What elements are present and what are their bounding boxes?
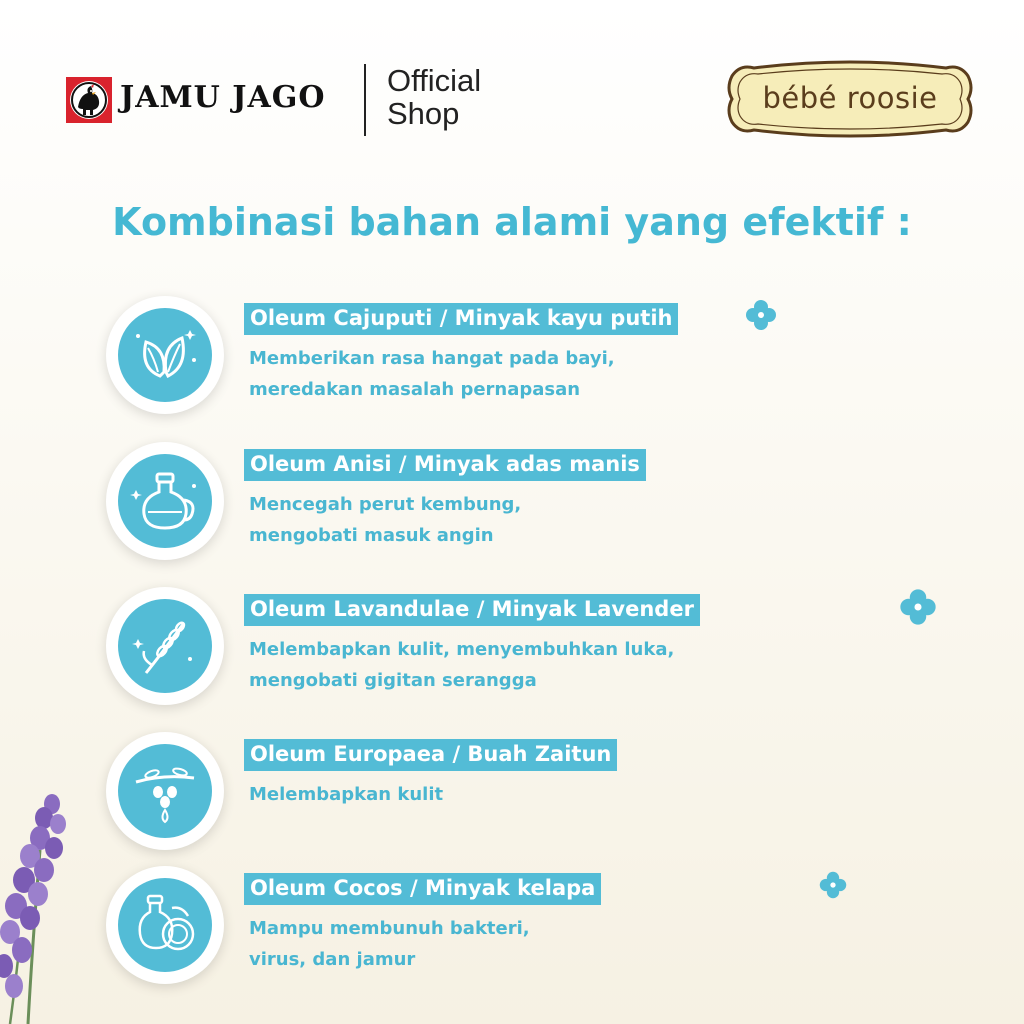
- oil-bottle-icon: [118, 454, 212, 548]
- brand-name: JAMU JAGO: [120, 80, 326, 115]
- headline: Kombinasi bahan alami yang efektif :: [112, 200, 912, 244]
- flower-icon: [744, 298, 778, 332]
- jamu-jago-rooster-logo-icon: [66, 77, 112, 123]
- header-divider: [364, 64, 366, 136]
- partner-logo-text: bébé roosie: [762, 81, 938, 115]
- flower-icon: [898, 587, 938, 627]
- ingredient-description: Mencegah perut kembung, mengobati masuk angin: [249, 494, 522, 546]
- ingredient-description: Memberikan rasa hangat pada bayi, meredakan masalah pernapasan: [249, 348, 615, 400]
- coconut-oil-icon: [118, 878, 212, 972]
- official-line-1: Official: [387, 63, 482, 98]
- ingredient-item-lavandulae: [0, 587, 1024, 727]
- flower-icon: [818, 870, 848, 900]
- olive-branch-icon: [118, 744, 212, 838]
- ingredient-name: Oleum Lavandulae / Minyak Lavender: [244, 594, 700, 626]
- ingredient-description: Melembapkan kulit: [249, 784, 444, 805]
- bebe-roosie-logo: [724, 54, 976, 144]
- ingredient-badge: [106, 732, 224, 850]
- lavender-sprig-icon: [118, 599, 212, 693]
- ingredient-item-europaea: [0, 732, 1024, 872]
- official-line-2: Shop: [387, 96, 460, 131]
- official-shop-label: [387, 64, 481, 130]
- header: [0, 0, 1024, 150]
- ingredient-badge: [106, 296, 224, 414]
- ingredient-badge: [106, 442, 224, 560]
- ingredient-item-cocos: [0, 866, 1024, 1006]
- leaves-icon: [118, 308, 212, 402]
- ingredient-name: Oleum Anisi / Minyak adas manis: [244, 449, 646, 481]
- ingredient-description: Mampu membunuh bakteri, virus, dan jamur: [249, 918, 530, 970]
- ingredient-item-anisi: [0, 442, 1024, 582]
- ingredient-name: Oleum Cajuputi / Minyak kayu putih: [244, 303, 678, 335]
- ingredient-description: Melembapkan kulit, menyembuhkan luka, mengobati gigitan serangga: [249, 639, 675, 691]
- lavender-flower-illustration-icon: [0, 790, 90, 1024]
- ingredient-badge: [106, 587, 224, 705]
- ingredient-badge: [106, 866, 224, 984]
- ingredient-item-cajuputi: [0, 296, 1024, 436]
- ingredient-name: Oleum Europaea / Buah Zaitun: [244, 739, 617, 771]
- ingredient-name: Oleum Cocos / Minyak kelapa: [244, 873, 601, 905]
